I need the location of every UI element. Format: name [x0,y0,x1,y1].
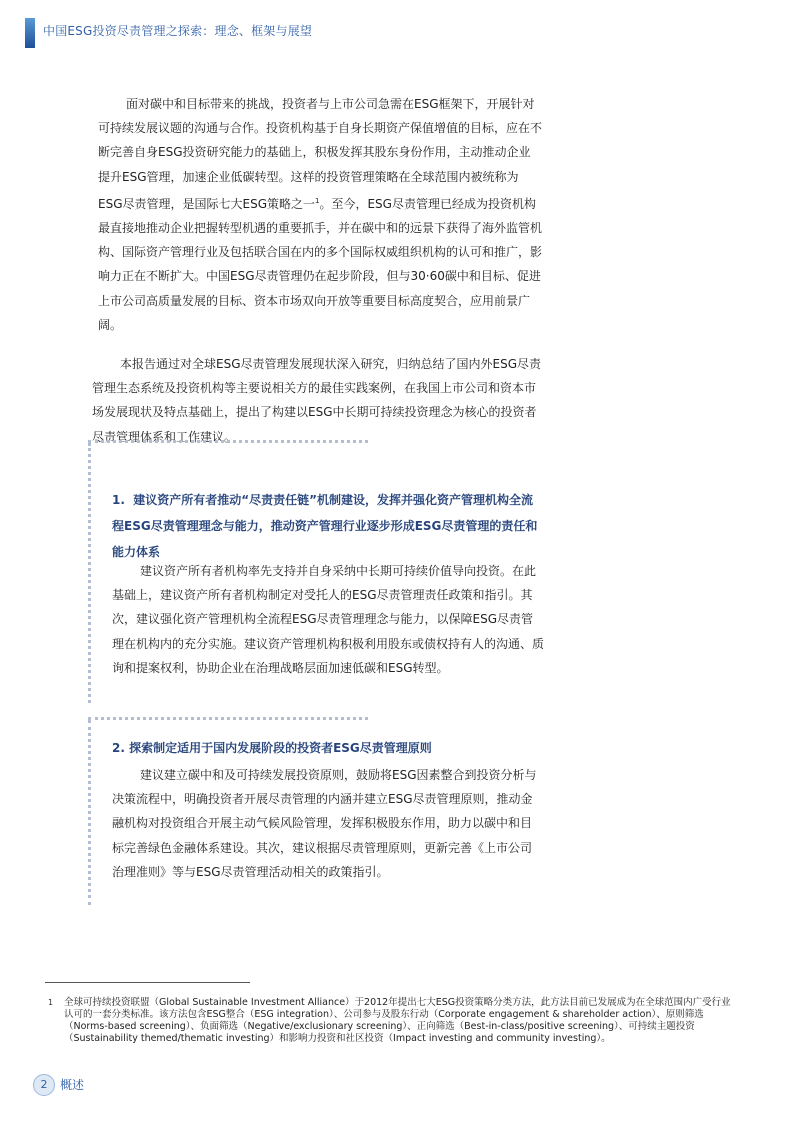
intro-paragraph-1 [98,92,542,337]
header-accent-bar [25,18,35,48]
footnote-divider [45,982,250,983]
recommendation-1-title: 1. 建议资产所有者推动“尽责责任链”机制建设，发挥并强化资产管理机构全流程ESG尽责管理理念与能力，推动资产管理行业逐步形成ESG尽责管理的责任和能力体系 [112,493,538,559]
recommendation-2-title: 2. 探索制定适用于国内发展阶段的投资者ESG尽责管理原则 [112,741,432,755]
recommendation-1-dotted-border-left [88,443,91,703]
footnote-reference[interactable]: 1 [315,196,320,205]
footnote-marker: 1 [48,998,54,1007]
recommendation-2-body: 建议建立碳中和及可持续发展投资原则，鼓励将ESG因素整合到投资分析与决策流程中，明确投资者开展尽责管理的内涵并建立ESG尽责管理原则，推动金融机构对投资组合开展主动气候风险管理，发挥积极股东作用，助力以碳中和目标完善绿色金融体系建设。其次，建议根据尽责管理原则，更新完善《上市公司治理准则》等与ESG尽责管理活动相关的政策指引。 [112,768,537,879]
intro-paragraph-1-text: 面对碳中和目标带来的挑战，投资者与上市公司急需在ESG框架下，开展针对可持续发展议题的沟通与合作。投资机构基于自身长期资产保值增值的目标，应在不断完善自身ESG投资研究能力的基础上，积极发挥其股东身份作用，主动推动企业提升ESG管理，加速企业低碳转型。这样的投资管理策略在全球范围内被统称为ESG尽责管理，是国际七大ESG策略之一 [98,97,543,211]
intro-paragraph-2: 本报告通过对全球ESG尽责管理发展现状深入研究，归纳总结了国内外ESG尽责管理生态系统及投资机构等主要说相关方的最佳实践案例，在我国上市公司和资本市场发展现状及特点基础上，提出了构建以ESG中长期可持续投资理念为核心的投资者尽责管理体系和工作建议。 [92,357,541,444]
section-label: 概述 [60,1078,85,1092]
recommendation-1-dotted-border-top [88,440,368,443]
page-number-badge: 2 [33,1074,55,1096]
recommendation-2-dotted-border-left [88,720,91,905]
intro-paragraph-1-continued: 。至今，ESG尽责管理已经成为投资机构最直接地推动企业把握转型机遇的重要抓手，并在碳中和的远景下获得了海外监管机构、国际资产管理行业及包括联合国在内的多个国际权威组织机构的认可和推广，影响力正在不断扩大。中国ESG尽责管理仍在起步阶段，但与30·60碳中和目标、促进上市公司高质量发展的目标、资本市场双向开放等重要目标高度契合，应用前景广阔。 [98,196,543,332]
header-title: 中国ESG投资尽责管理之探索：理念、框架与展望 [43,24,313,38]
footnote-text: 全球可持续投资联盟（Global Sustainable Investment Alliance）于2012年提出七大ESG投资策略分类方法，此方法目前已发展成为在全球范围内广受行业认可的一套分类标准。该方法包含ESG整合（ESG integration）、公司参与及股东行动（Corporate engagement & shareholder action）、原则筛选（Norms-based screening）、负面筛选（Negative/exclusionary screening）、正向筛选（Best-in-class/positive screening）、可持续主题投资（Sustainability themed/thematic investing）和影响力投资和社区投资（Impact investing and community investing）。 [64,997,731,1044]
recommendation-2-dotted-border-top [88,717,368,720]
recommendation-1-body: 建议资产所有者机构率先支持并自身采纳中长期可持续价值导向投资。在此基础上，建议资产所有者机构制定对受托人的ESG尽责管理责任政策和指引。其次，建议强化资产管理机构全流程ESG尽责管理理念与能力，以保障ESG尽责管理在机构内的充分实施。建议资产管理机构积极利用股东或债权持有人的沟通、质询和提案权利，协助企业在治理战略层面加速低碳和ESG转型。 [112,564,545,675]
